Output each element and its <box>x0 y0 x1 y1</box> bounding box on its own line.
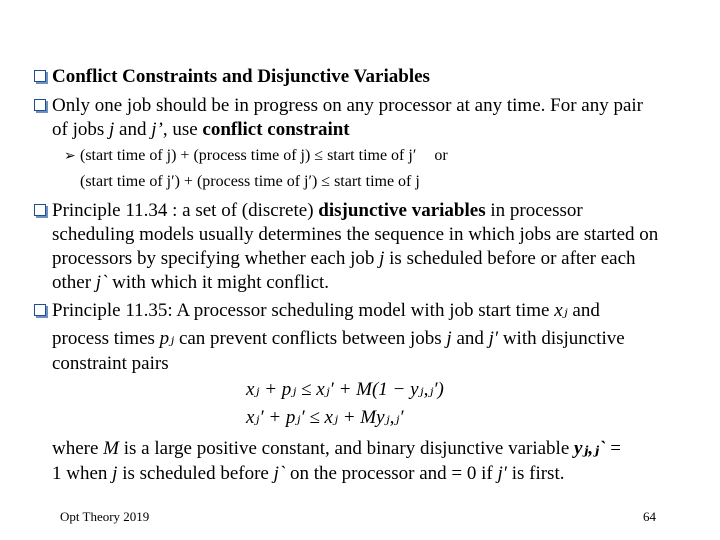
bullet2-line4: other j` with which it might conflict. <box>52 272 330 293</box>
slide-heading: Conflict Constraints and Disjunctive Variables <box>52 66 430 87</box>
bullet2-line1: Principle 11.34 : a set of (discrete) disjunctive variables in processor <box>52 200 583 221</box>
checkbox-bullet-icon <box>34 304 46 316</box>
equation-2: xⱼ′ + pⱼ′ ≤ xⱼ + Myⱼ,ⱼ′ <box>246 407 404 428</box>
bullet1-sub2: (start time of j′) + (process time of j′) ≤ start time of j <box>80 173 420 190</box>
bullet3-line3: constraint pairs <box>52 353 169 374</box>
bullet2-line2: scheduling models usually determines the sequence in which jobs are started on <box>52 224 659 245</box>
bullet1-sub1: (start time of j) + (process time of j) ≤ start time of j′ or <box>80 147 448 164</box>
bullet1-line2: of jobs j and j’, use conflict constraint <box>52 119 350 140</box>
footer-title: Opt Theory 2019 <box>60 509 150 524</box>
bullet2-line3: processors by specifying whether each job j is scheduled before or after each <box>52 248 636 269</box>
bullet3-last: 1 when j is scheduled before j` on the processor and = 0 if j′ is first. <box>52 463 565 484</box>
checkbox-bullet-icon <box>34 99 46 111</box>
bullet1-line1: Only one job should be in progress on any processor at any time. For any pair <box>52 95 643 116</box>
checkbox-bullet-icon <box>34 204 46 216</box>
equation-1: xⱼ + pⱼ ≤ xⱼ′ + M(1 − yⱼ,ⱼ′) <box>246 379 444 400</box>
bullet3-where: where M is a large positive constant, and binary disjunctive variable yⱼ,ⱼ` = <box>52 438 621 459</box>
bullet3-line2: process times pⱼ can prevent conflicts between jobs j and j′ with disjunctive <box>52 328 625 349</box>
arrow-bullet-icon: ➢ <box>64 149 76 164</box>
page-number: 64 <box>643 509 656 524</box>
checkbox-bullet-icon <box>34 70 46 82</box>
bullet3-line1: Principle 11.35: A processor scheduling model with job start time xⱼ and <box>52 300 600 321</box>
